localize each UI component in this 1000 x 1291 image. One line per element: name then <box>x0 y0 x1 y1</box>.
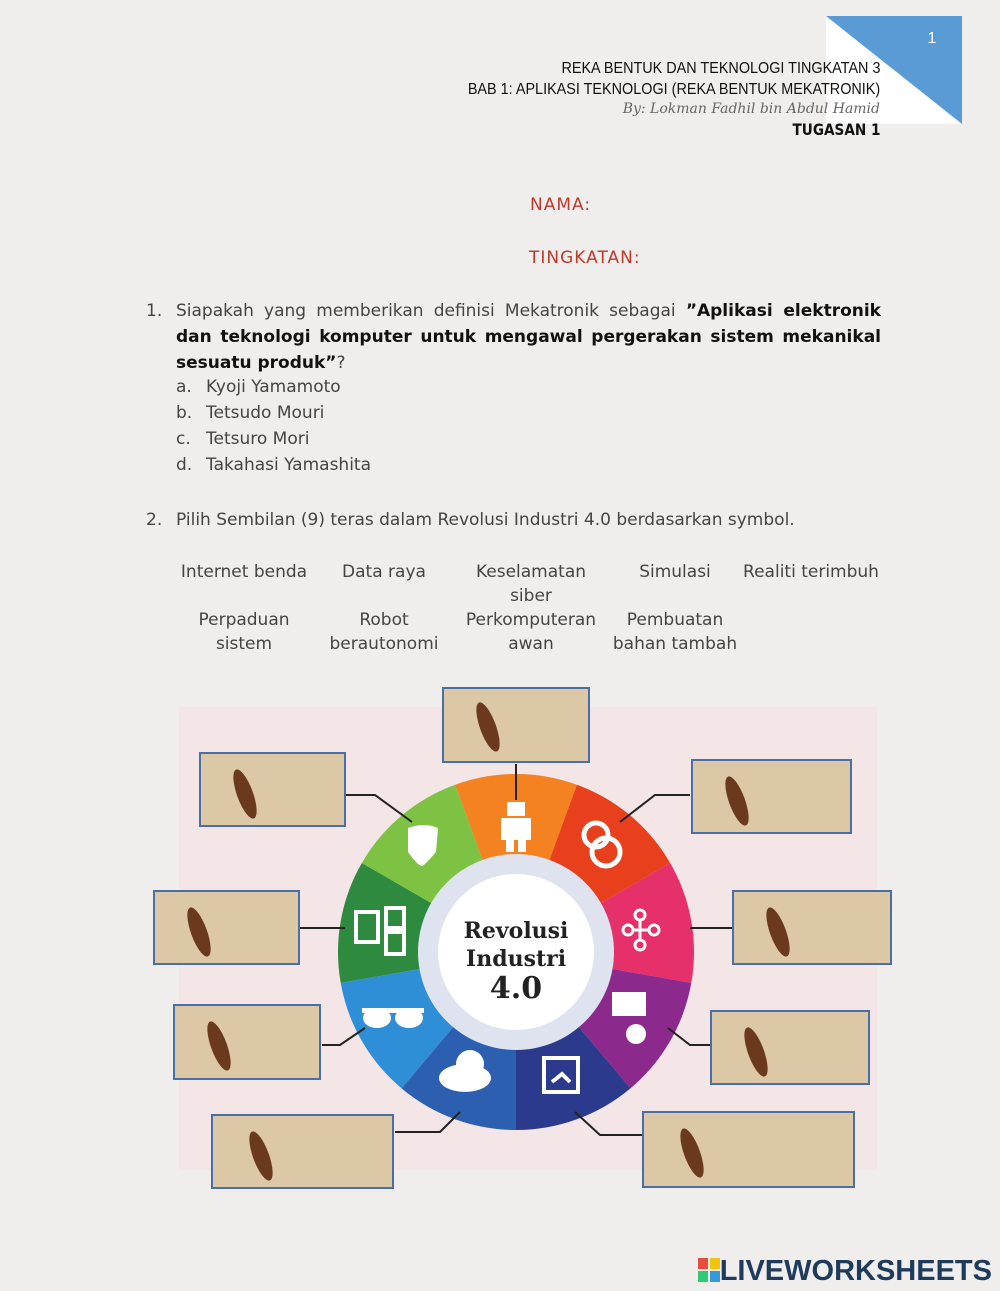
cockroach-icon <box>213 1116 394 1189</box>
wheel-title-3: 4.0 <box>489 971 543 1006</box>
word-robot-berautonomi[interactable]: Robot berautonomi <box>329 610 439 654</box>
cockroach-icon <box>693 761 852 834</box>
page-number: 1 <box>927 30 937 47</box>
word-perpaduan-sistem[interactable]: Perpaduan sistem <box>198 610 290 654</box>
word-perkomputeran-awan[interactable]: Perkomputeran awan <box>465 610 597 654</box>
header-chapter: BAB 1: APLIKASI TEKNOLOGI (REKA BENTUK MEKATRONIK) <box>467 81 880 98</box>
liveworksheets-brand: LIVEWORKSHEETS <box>719 1255 992 1287</box>
cockroach-icon <box>734 892 892 965</box>
drop-box-lower-left[interactable] <box>173 1004 321 1080</box>
drop-box-bottom-right[interactable] <box>642 1111 855 1188</box>
header-author: By: Lokman Fadhil bin Abdul Hamid <box>622 101 880 117</box>
liveworksheets-logo-icon <box>698 1258 720 1282</box>
q1-option-a: a. Kyoji Yamamoto <box>176 377 341 397</box>
drop-box-upper-right[interactable] <box>691 759 852 834</box>
word-keselamatan-siber[interactable]: Keselamatan siber <box>475 562 587 606</box>
header-assignment: TUGASAN 1 <box>792 120 880 139</box>
cockroach-icon <box>644 1113 855 1188</box>
cockroach-icon <box>712 1012 870 1085</box>
q1-number: 1. <box>146 301 163 321</box>
wheel-title-1: Revolusi <box>463 918 569 944</box>
q1-option-c: c. Tetsuro Mori <box>176 429 310 449</box>
q1-text-quote: ”Aplikasi elektronik dan teknologi komputer untuk mengawal pergerakan sistem mekanikal sesuatu produk” <box>176 301 881 373</box>
cockroach-icon <box>175 1006 321 1080</box>
wheel-title-2: Industri <box>465 946 567 972</box>
word-pembuatan-bahan-tambah[interactable]: Pembuatan bahan tambah <box>612 610 738 654</box>
cockroach-icon <box>444 689 590 763</box>
drop-box-lower-right[interactable] <box>710 1010 870 1085</box>
word-internet-benda[interactable]: Internet benda <box>180 562 308 582</box>
word-data-raya[interactable]: Data raya <box>342 562 426 582</box>
word-simulasi[interactable]: Simulasi <box>639 562 711 582</box>
drop-box-bottom-left[interactable] <box>211 1114 394 1189</box>
header-subject: REKA BENTUK DAN TEKNOLOGI TINGKATAN 3 <box>560 60 880 77</box>
word-realiti-terimbuh[interactable]: Realiti terimbuh <box>743 562 879 582</box>
cockroach-icon <box>155 892 300 965</box>
q1-option-b: b. Tetsudo Mouri <box>176 403 325 423</box>
q2-text: Pilih Sembilan (9) teras dalam Revolusi Industri 4.0 berdasarkan symbol. <box>176 510 795 530</box>
q2-number: 2. <box>146 510 163 530</box>
drop-box-right[interactable] <box>732 890 892 965</box>
q1-option-d: d. Takahasi Yamashita <box>176 455 372 475</box>
tingkatan-label: TINGKATAN: <box>529 248 641 268</box>
q1-text-plain: Siapakah yang memberikan definisi Mekatronik sebagai <box>176 301 686 321</box>
drop-box-upper-left[interactable] <box>199 752 346 827</box>
drop-box-top[interactable] <box>442 687 590 763</box>
q1-text-end: ? <box>336 353 346 373</box>
cockroach-icon <box>201 754 346 827</box>
drop-box-left[interactable] <box>153 890 300 965</box>
nama-label: NAMA: <box>530 195 592 215</box>
